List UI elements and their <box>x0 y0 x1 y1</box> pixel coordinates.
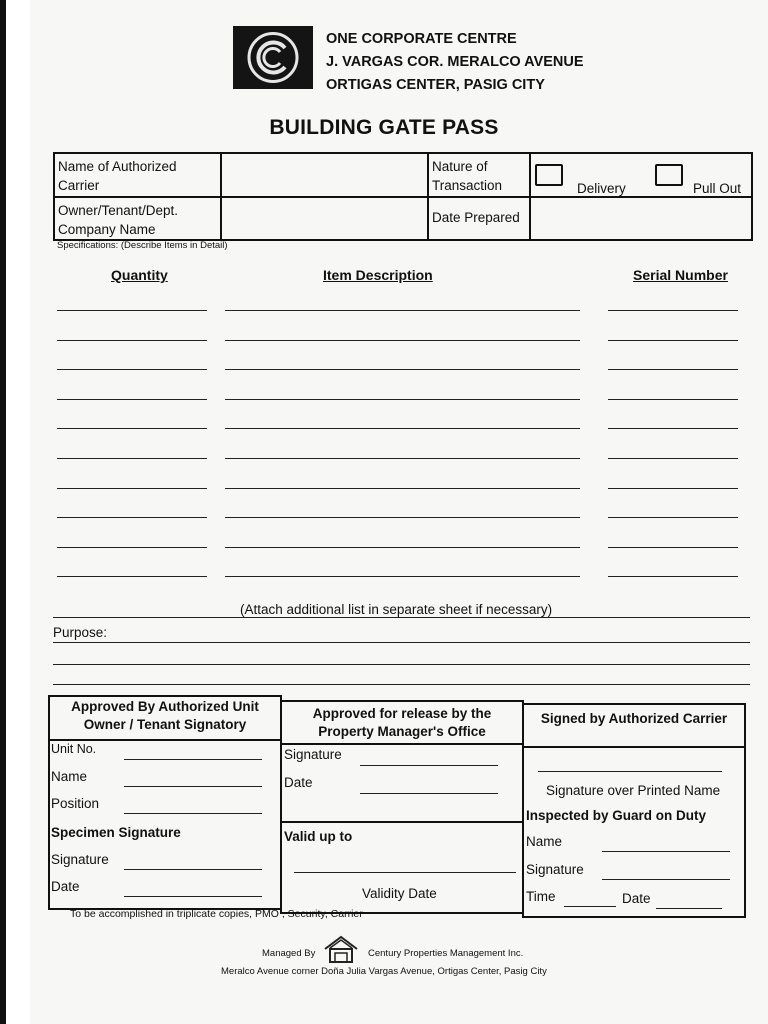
serial-line[interactable] <box>608 488 738 489</box>
unit-owner-header-line1: Approved By Authorized Unit <box>71 699 259 714</box>
date-prepared-label: Date Prepared <box>428 197 530 240</box>
serial-line[interactable] <box>608 369 738 370</box>
quantity-line[interactable] <box>57 576 207 577</box>
guard-name-field[interactable] <box>602 851 730 852</box>
specifications-note: Specifications: (Describe Items in Detail) <box>57 240 228 251</box>
purpose-line-2[interactable] <box>53 664 750 665</box>
owner-label-line1: Owner/Tenant/Dept. <box>58 203 179 218</box>
quantity-line[interactable] <box>57 428 207 429</box>
inspected-by-guard-label: Inspected by Guard on Duty <box>526 808 707 823</box>
unit-no-field[interactable] <box>124 759 262 760</box>
description-line[interactable] <box>225 428 580 429</box>
quantity-line[interactable] <box>57 547 207 548</box>
name-label: Name <box>51 769 88 784</box>
carrier-label-cell <box>54 153 221 197</box>
name-field[interactable] <box>124 786 262 787</box>
pmo-header-divider <box>280 743 524 745</box>
info-table <box>53 152 753 241</box>
description-line[interactable] <box>225 517 580 518</box>
address-line-2: J. VARGAS COR. MERALCO AVENUE <box>326 54 584 70</box>
date-label: Date <box>51 879 80 894</box>
guard-time-field[interactable] <box>564 906 616 907</box>
carrier-label-line1: Name of Authorized <box>58 159 177 174</box>
carrier-signature-field[interactable] <box>538 771 722 772</box>
century-properties-logo-icon <box>322 935 360 965</box>
column-header-quantity: Quantity <box>111 267 168 283</box>
pmo-valid-divider <box>280 821 524 823</box>
guard-signature-field[interactable] <box>602 879 730 880</box>
quantity-line[interactable] <box>57 310 207 311</box>
purpose-line-3[interactable] <box>53 684 750 685</box>
valid-up-to-label: Valid up to <box>284 829 353 844</box>
pull-out-checkbox[interactable] <box>655 164 683 186</box>
triplicate-note: To be accomplished in triplicate copies, PMO , Security, Carrier <box>70 908 363 920</box>
serial-line[interactable] <box>608 458 738 459</box>
unit-owner-header-line2: Owner / Tenant Signatory <box>83 717 247 732</box>
quantity-line[interactable] <box>57 369 207 370</box>
nature-label-line2: Transaction <box>432 178 503 193</box>
guard-date-field[interactable] <box>656 908 722 909</box>
pmo-date-field[interactable] <box>360 793 498 794</box>
signature-field[interactable] <box>124 869 262 870</box>
signature-over-printed-name-label: Signature over Printed Name <box>546 783 721 798</box>
unit-owner-header <box>50 698 280 734</box>
guard-time-label: Time <box>526 889 556 904</box>
transaction-type-cell <box>530 153 752 197</box>
pmo-date-label: Date <box>284 775 313 790</box>
serial-line[interactable] <box>608 576 738 577</box>
purpose-line-1[interactable] <box>53 642 750 643</box>
description-line[interactable] <box>225 547 580 548</box>
quantity-line[interactable] <box>57 488 207 489</box>
serial-line[interactable] <box>608 310 738 311</box>
pmo-signature-label: Signature <box>284 747 342 762</box>
pmo-header-line2: Property Manager's Office <box>318 724 486 739</box>
address-line-1: ONE CORPORATE CENTRE <box>326 31 517 47</box>
carrier-label-line2: Carrier <box>58 178 100 193</box>
nature-label-line1: Nature of <box>432 159 488 174</box>
carrier-header-divider <box>522 746 746 748</box>
serial-line[interactable] <box>608 428 738 429</box>
description-line[interactable] <box>225 488 580 489</box>
unit-header-divider <box>48 739 282 741</box>
column-header-serial-number: Serial Number <box>633 267 728 283</box>
delivery-label: Delivery <box>577 181 626 196</box>
quantity-line[interactable] <box>57 340 207 341</box>
managed-by-label: Managed By <box>262 948 316 959</box>
pmo-header <box>282 705 522 741</box>
corporate-logo-icon <box>233 26 313 89</box>
description-line[interactable] <box>225 310 580 311</box>
position-field[interactable] <box>124 813 262 814</box>
pmo-header-line1: Approved for release by the <box>312 706 492 721</box>
serial-line[interactable] <box>608 399 738 400</box>
date-prepared-field[interactable] <box>530 197 752 240</box>
serial-line[interactable] <box>608 547 738 548</box>
description-line[interactable] <box>225 576 580 577</box>
attach-note-rule <box>53 617 750 618</box>
quantity-line[interactable] <box>57 399 207 400</box>
unit-no-label: Unit No. <box>51 742 97 756</box>
serial-line[interactable] <box>608 340 738 341</box>
page-title: BUILDING GATE PASS <box>269 116 499 139</box>
carrier-header: Signed by Authorized Carrier <box>540 711 728 726</box>
description-line[interactable] <box>225 458 580 459</box>
delivery-checkbox[interactable] <box>535 164 563 186</box>
management-company: Century Properties Management Inc. <box>368 948 524 959</box>
nature-label-cell <box>428 153 530 197</box>
address-line-3: ORTIGAS CENTER, PASIG CITY <box>326 77 545 93</box>
guard-signature-label: Signature <box>526 862 584 877</box>
purpose-label: Purpose: <box>53 625 108 640</box>
column-header-item-description: Item Description <box>323 267 433 283</box>
description-line[interactable] <box>225 340 580 341</box>
footer-address: Meralco Avenue corner Doña Julia Vargas Avenue, Ortigas Center, Pasig City <box>221 966 547 977</box>
specimen-signature-label: Specimen Signature <box>51 825 181 840</box>
owner-company-field[interactable] <box>221 197 428 240</box>
quantity-line[interactable] <box>57 517 207 518</box>
carrier-name-field[interactable] <box>221 153 428 197</box>
owner-label-cell <box>54 197 221 240</box>
quantity-line[interactable] <box>57 458 207 459</box>
validity-date-label: Validity Date <box>362 886 437 901</box>
description-line[interactable] <box>225 369 580 370</box>
guard-name-label: Name <box>526 834 563 849</box>
page-edge <box>0 0 6 1024</box>
pmo-signature-field[interactable] <box>360 765 498 766</box>
date-field[interactable] <box>124 896 262 897</box>
owner-label-line2: Company Name <box>58 222 156 237</box>
validity-date-field[interactable] <box>294 872 516 873</box>
pull-out-label: Pull Out <box>693 181 742 196</box>
description-line[interactable] <box>225 399 580 400</box>
signature-label: Signature <box>51 852 109 867</box>
serial-line[interactable] <box>608 517 738 518</box>
guard-date-label: Date <box>622 891 651 906</box>
position-label: Position <box>51 796 100 811</box>
attach-note: (Attach additional list in separate sheet if necessary) <box>240 602 553 617</box>
